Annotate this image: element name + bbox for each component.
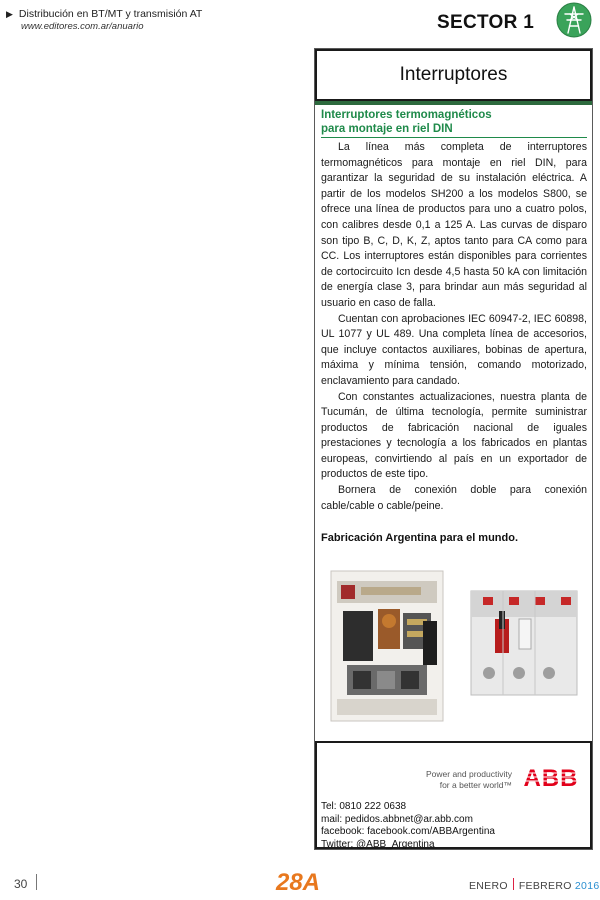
triangle-right-icon: ▶ [6,8,13,19]
slogan-line: Power and productivity [426,769,512,779]
subhead-line: para montaje en riel DIN [321,123,453,135]
issue-date [469,878,599,892]
subhead-divider [321,137,587,138]
running-header [6,8,202,32]
contact-email: mail: pedidos.abbnet@ar.abb.com [321,813,473,825]
contact-twitter: Twitter: @ABB_Argentina [321,838,435,850]
abb-slogan [426,769,512,791]
contact-facebook: facebook: facebook.com/ABBArgentina [321,826,495,837]
page-number-divider [36,874,37,890]
body-paragraph: Cuentan con aprobaciones IEC 60947-2, IEC 60898, UL 1077 y UL 489. Una completa línea de accesorios, que incluye contactos auxiliares, bobinas de apertura, máxima y mínima tensión, comando motorizado, enclavamiento para candado. [321,312,587,387]
magazine-logo [272,868,324,894]
abb-logo [518,765,584,789]
issue-month-2: FEBRERO [518,880,572,892]
magazine-logo-text: 28A [275,869,321,894]
slogan-line: for a better world™ [439,780,512,790]
body-paragraph: Con constantes actualizaciones, nuestra planta de Tucumán, de última tecnología, permite suministrar productos de fabricación nacional de iguales prestaciones y tecnología a los fabricados en plantas europeas, convirtiendo al país en un exportador de productos de este tipo. [321,390,587,481]
body-paragraph: La línea más completa de interruptores termomagnéticos para montaje en riel DIN, para garantizar la seguridad de su instalación eléctrica. A partir de los modelos SH200 a los modelos S800, se ofrece una línea de productos para uno a cuatro polos, con calibres desde 0,1 a 125 A. Las curvas de disparo son tipo B, C, D, K, Z, aptos tanto para CA como para CC. Los interruptores están disponibles para corrientes de cortocircuito Icn desde 4,5 hasta 50 kA con limitación de energía clase 3, para brindar aun más seguridad al usuario en caso de falla. [321,141,587,309]
abb-logo-text: ABB [523,765,579,789]
subhead-line: Interruptores termomagnéticos [321,109,492,121]
power-tower-icon [556,2,592,38]
breaker-cutaway-image [331,571,443,721]
article-subhead [321,108,587,136]
breadcrumb [6,8,202,20]
article-tagline: Fabricación Argentina para el mundo. [321,532,519,545]
issue-month: ENERO [469,880,508,892]
breadcrumb-text: Distribución en BT/MT y transmisión AT [18,8,203,20]
article-panel [314,48,593,850]
page-number: 30 [14,877,28,891]
contact-phone: Tel: 0810 222 0638 [321,801,407,812]
body-paragraph: Bornera de conexión doble para conexión cable/cable o cable/peine. [321,484,587,512]
title-accent-bar [315,101,592,105]
contact-box [315,741,592,849]
product-photo [323,561,585,725]
date-divider [513,878,514,890]
article-body [321,108,587,544]
issue-year: 2016 [574,880,600,892]
title-box [315,49,592,101]
breaker-module-image [471,591,577,695]
contact-details [321,801,495,851]
article-title: Interruptores [399,64,508,85]
publication-url: www.editores.com.ar/anuario [21,21,144,32]
sector-label: SECTOR 1 [437,12,535,33]
